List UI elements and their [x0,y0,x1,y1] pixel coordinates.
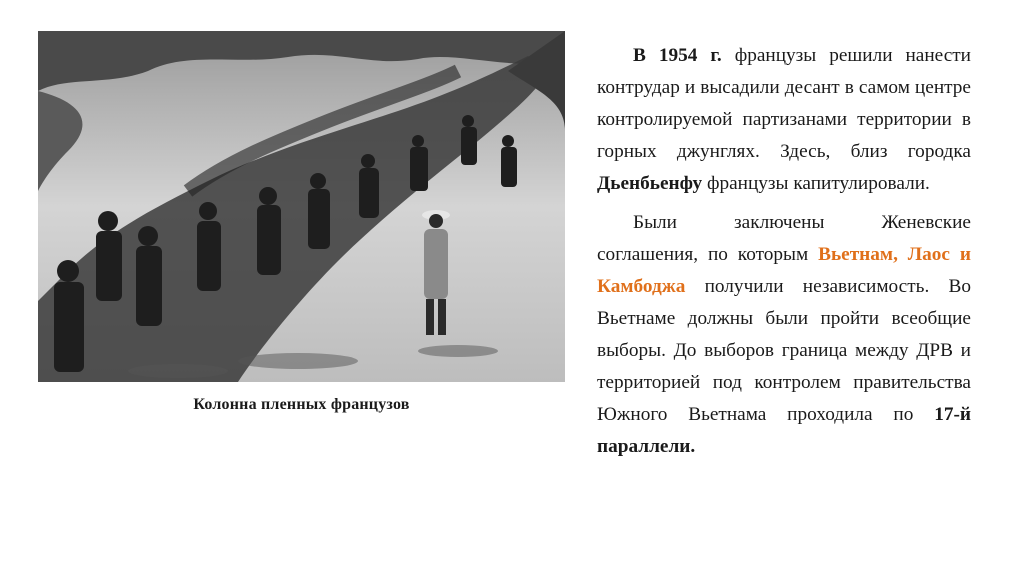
paragraph-geneva [597,207,971,463]
photo-image [38,31,565,382]
paragraph-capitulation [597,40,971,200]
paragraph1-text-a: французы решили нанести контрудар и высадили десант в самом центре контролируемой партизанами территории в горных джунглях. Здесь, близ городка [597,45,972,162]
place-name: Дьенбьенфу [597,173,703,194]
parallel-label: 17-й параллели. [597,404,971,457]
year-label: В 1954 г. [633,45,722,66]
prisoners-column-photo [38,31,565,382]
paragraph2-text-b: получили независимость. Во Вьетнаме должны были пройти всеобщие выборы. До выборов граница между ДРВ и территорией под контролем правительства Южного Вьетнама проходила по [597,276,971,425]
main-text [597,40,971,463]
paragraph1-text-b: французы капитулировали. [702,173,930,194]
paragraph2-text-a: Были заключены Женевские соглашения, по которым [597,212,971,265]
photo-caption: Колонна пленных французов [193,396,410,413]
countries-highlight: Вьетнам, Лаос и Камбоджа [597,244,972,297]
